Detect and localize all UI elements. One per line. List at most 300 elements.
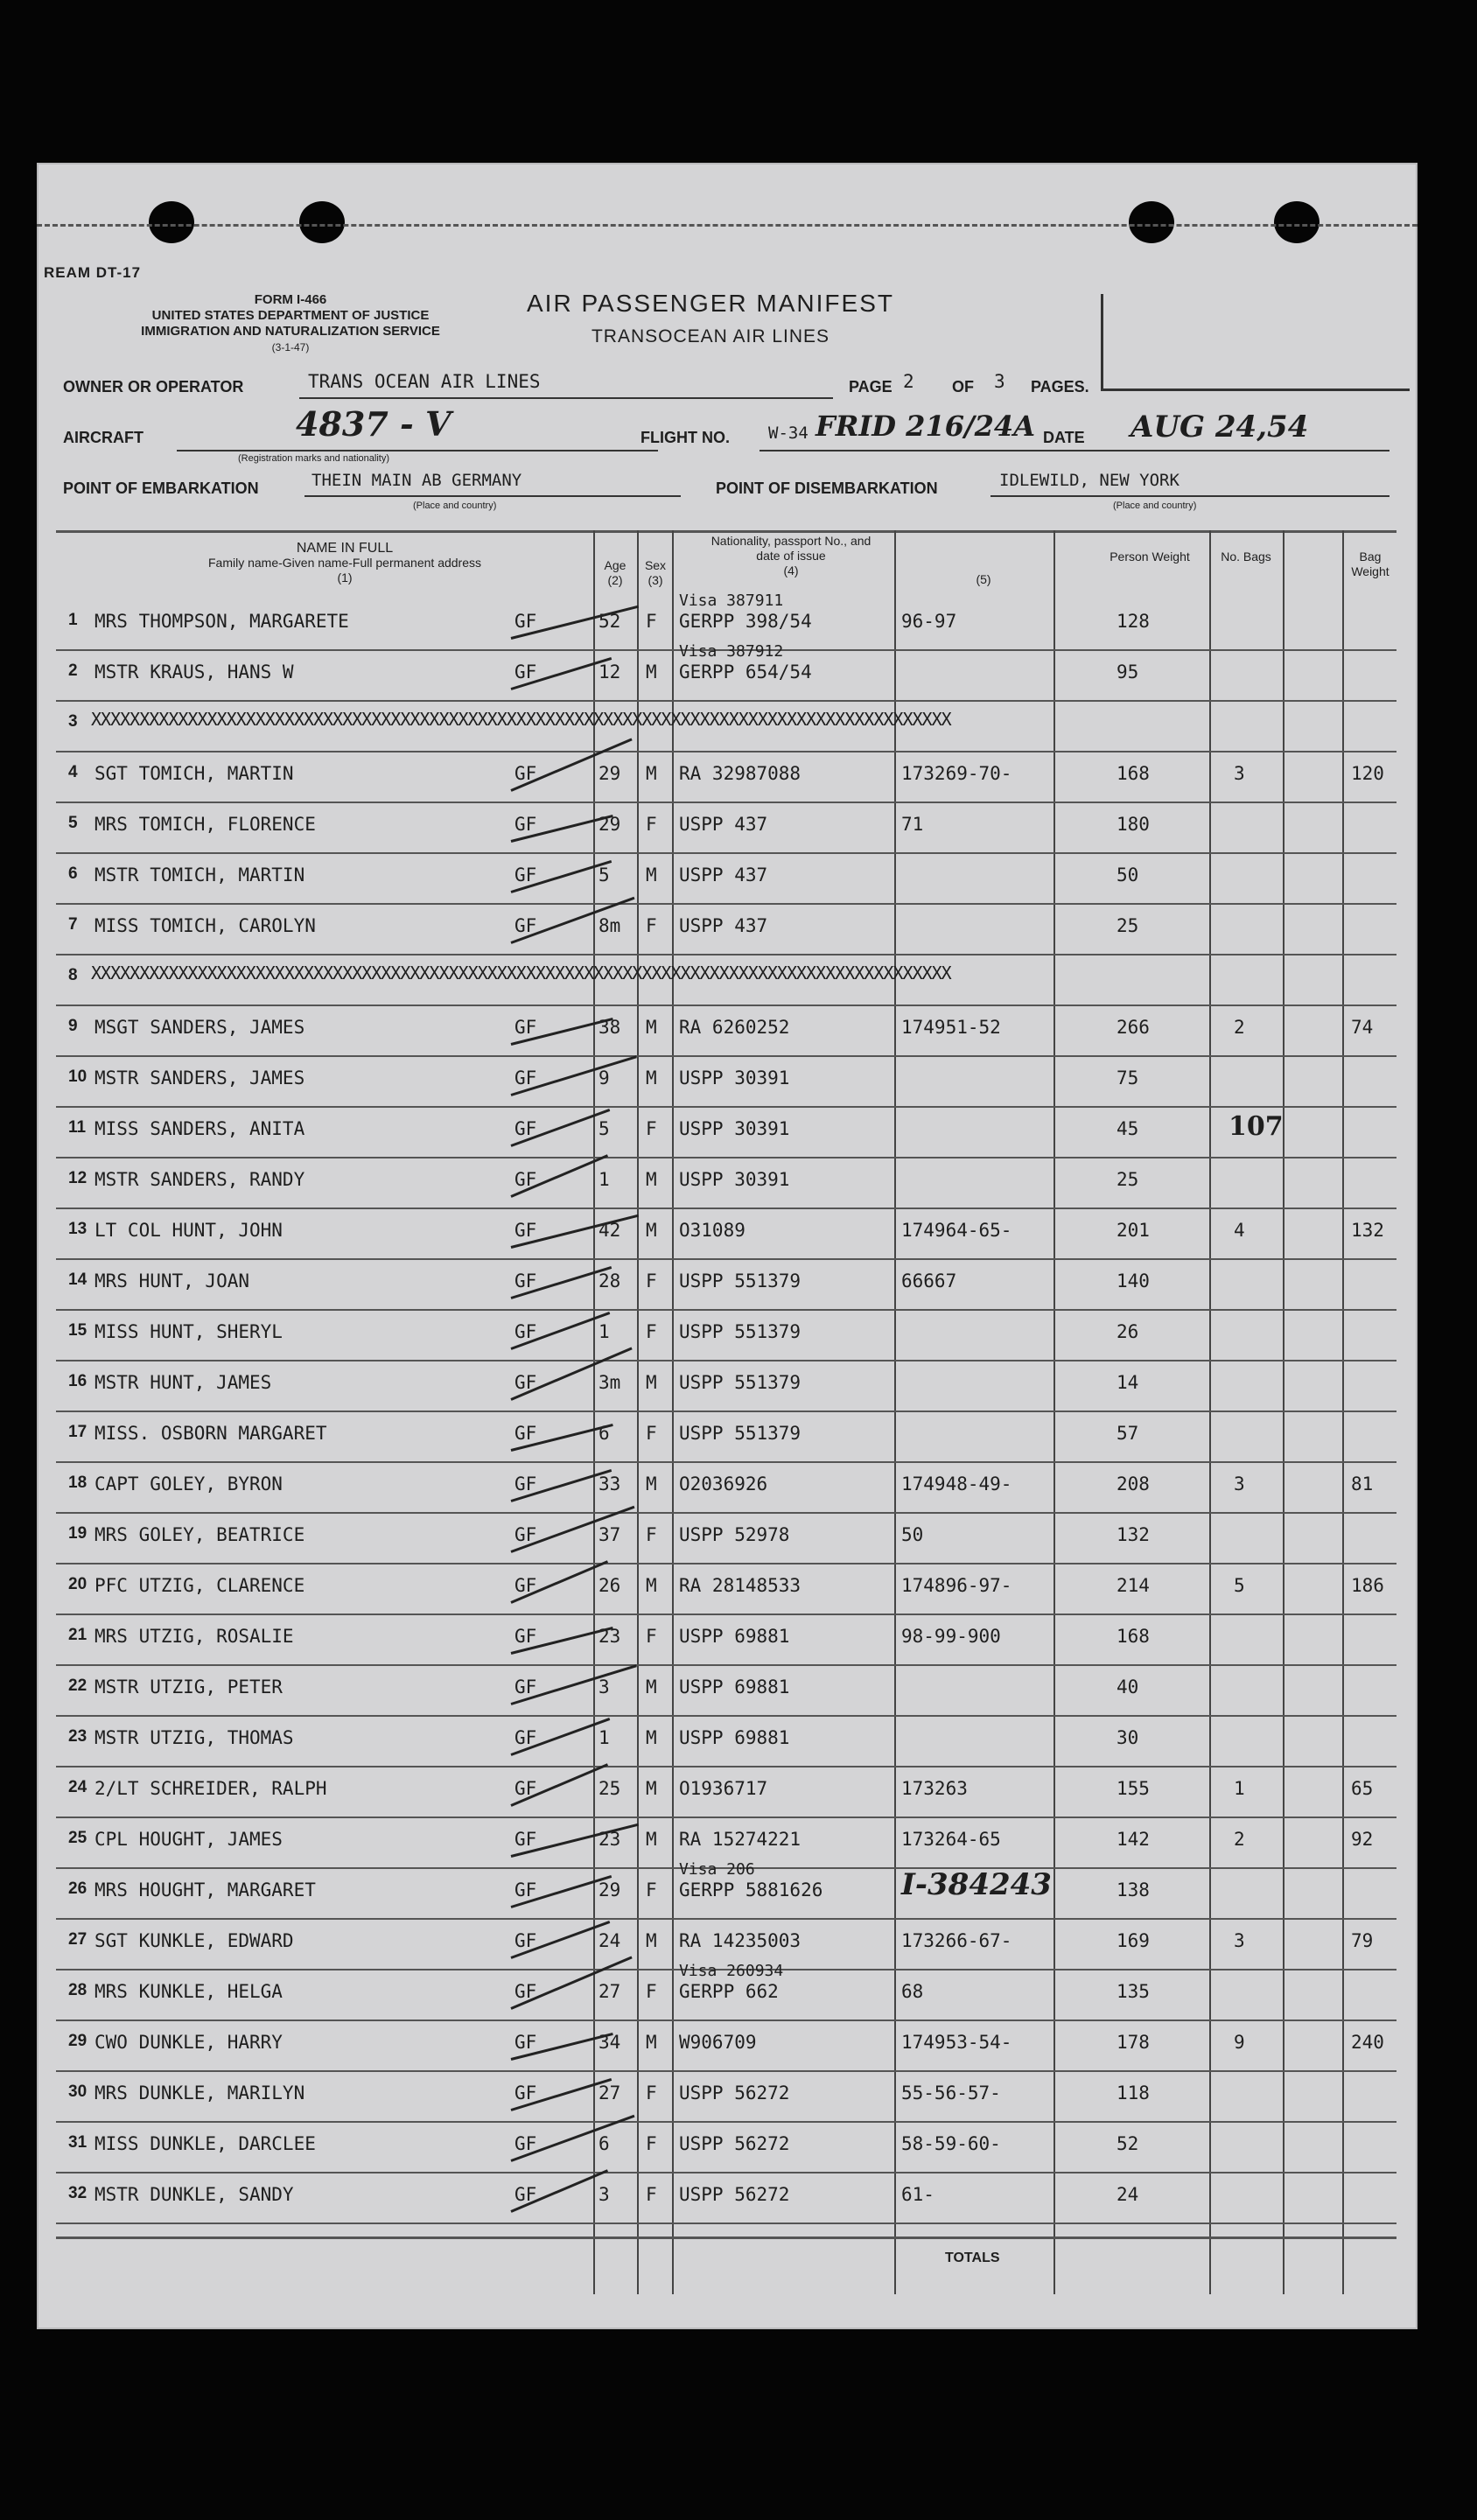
- table-row: [56, 1715, 1396, 1766]
- sex-value: F: [646, 2082, 657, 2104]
- age-value: 6: [598, 2133, 610, 2154]
- nationality-code: GF: [514, 2032, 537, 2053]
- sex-value: M: [646, 1017, 657, 1038]
- table-row: [56, 2172, 1396, 2222]
- age-value: 23: [598, 1626, 621, 1647]
- age-value: 3: [598, 1676, 610, 1698]
- passport-number: O1936717: [679, 1778, 768, 1799]
- passenger-name: MISS TOMICH, CAROLYN: [94, 915, 316, 936]
- owner-underline: [299, 397, 833, 399]
- person-weight: 214: [1116, 1575, 1150, 1596]
- sex-value: F: [646, 1880, 657, 1900]
- age-value: 1: [598, 1321, 610, 1342]
- row-number: 10: [68, 1068, 88, 1086]
- nationality-code: GF: [514, 1829, 537, 1850]
- nationality-code: GF: [514, 1778, 537, 1799]
- passport-number: USPP 52978: [679, 1524, 790, 1545]
- crossed-out-entry: XXXXXXXXXXXXXXXXXXXXXXXXXXXXXXXXXXXXXXXXXXXXXXXXXXXXXXXXXXXXXXXXXXXXXXXXXXXXXXXXXXXXXXXXX: [91, 962, 951, 984]
- person-weight: 128: [1116, 611, 1150, 632]
- row-number: 12: [68, 1169, 88, 1187]
- passenger-name: SGT KUNKLE, EDWARD: [94, 1930, 294, 1951]
- disembarkation-underline: [990, 495, 1390, 497]
- person-weight: 118: [1116, 2082, 1150, 2104]
- passenger-name: CAPT GOLEY, BYRON: [94, 1474, 283, 1494]
- sex-value: M: [646, 1220, 657, 1241]
- table-row: [56, 1157, 1396, 1208]
- row-number: 19: [68, 1524, 88, 1543]
- passport-number: USPP 437: [679, 915, 768, 936]
- person-weight: 24: [1116, 2184, 1139, 2205]
- row-number: 5: [68, 814, 78, 832]
- visa-number: Visa 387912: [679, 642, 784, 661]
- sex-value: M: [646, 1474, 657, 1494]
- ticket-number: 68: [901, 1981, 924, 2002]
- passenger-name: MRS THOMPSON, MARGARETE: [94, 611, 349, 632]
- sex-value: M: [646, 1829, 657, 1850]
- person-weight: 140: [1116, 1270, 1150, 1292]
- passport-number: RA 32987088: [679, 763, 802, 784]
- age-value: 29: [598, 1880, 621, 1900]
- age-value: 12: [598, 662, 621, 682]
- page-title: AIR PASSENGER MANIFEST: [527, 290, 894, 317]
- table-row: [56, 1410, 1396, 1461]
- ticket-number: 174951-52: [901, 1017, 1001, 1038]
- row-number: 13: [68, 1220, 88, 1238]
- ticket-number: 66667: [901, 1270, 957, 1292]
- agency-block: [54, 292, 527, 355]
- department-name: UNITED STATES DEPARTMENT OF JUSTICE: [151, 308, 430, 323]
- passport-number: GERPP 398/54: [679, 611, 812, 632]
- nationality-code: GF: [514, 1270, 537, 1292]
- nationality-code: GF: [514, 2133, 537, 2154]
- nationality-code: GF: [514, 864, 537, 886]
- bag-weight: 132: [1351, 1220, 1384, 1241]
- bag-count: 1: [1234, 1778, 1245, 1799]
- person-weight: 25: [1116, 1169, 1139, 1190]
- disembarkation-value: IDLEWILD, NEW YORK: [999, 471, 1180, 490]
- manifest-sheet: [37, 163, 1418, 2329]
- aircraft-label: AIRCRAFT: [63, 429, 144, 446]
- column-header-weight: Person Weight: [1110, 550, 1190, 564]
- flight-number: W-34: [768, 424, 808, 443]
- totals-label: TOTALS: [945, 2250, 1000, 2265]
- passenger-name: MRS KUNKLE, HELGA: [94, 1981, 283, 2002]
- disembarkation-label: POINT OF DISEMBARKATION: [716, 480, 938, 497]
- passport-number: USPP 69881: [679, 1727, 790, 1748]
- sex-value: M: [646, 1372, 657, 1393]
- disembarkation-note: (Place and country): [1113, 500, 1197, 511]
- nationality-code: GF: [514, 1626, 537, 1647]
- row-number: 14: [68, 1270, 88, 1289]
- column-header-name-label: NAME IN FULL: [296, 541, 394, 556]
- table-row: [56, 1004, 1396, 1055]
- person-weight: 142: [1116, 1829, 1150, 1850]
- age-value: 8m: [598, 915, 621, 936]
- nationality-code: GF: [514, 1372, 537, 1393]
- table-row: [56, 1309, 1396, 1360]
- row-number: 18: [68, 1474, 88, 1492]
- person-weight: 169: [1116, 1930, 1150, 1951]
- visa-number: Visa 387911: [679, 592, 784, 610]
- person-weight: 14: [1116, 1372, 1139, 1393]
- column-header-age-label: Age: [604, 558, 626, 572]
- sex-value: F: [646, 2133, 657, 2154]
- sex-value: F: [646, 1981, 657, 2002]
- column-header-sex-num: (3): [648, 573, 663, 587]
- row-number: 25: [68, 1829, 88, 1847]
- form-number: FORM I-466: [254, 292, 327, 307]
- nationality-code: GF: [514, 1423, 537, 1444]
- nationality-code: GF: [514, 1474, 537, 1494]
- passport-number: RA 15274221: [679, 1829, 802, 1850]
- passenger-name: MRS HOUGHT, MARGARET: [94, 1880, 316, 1900]
- ticket-number: 61-: [901, 2184, 934, 2205]
- owner-label: OWNER OR OPERATOR: [63, 378, 244, 396]
- row-number: 28: [68, 1981, 88, 1999]
- passport-number: USPP 551379: [679, 1372, 802, 1393]
- person-weight: 178: [1116, 2032, 1150, 2053]
- sex-value: M: [646, 1575, 657, 1596]
- passenger-name: MISS. OSBORN MARGARET: [94, 1423, 327, 1444]
- bag-count: 4: [1234, 1220, 1245, 1241]
- passenger-name: MSTR DUNKLE, SANDY: [94, 2184, 294, 2205]
- embarkation-value: THEIN MAIN AB GERMANY: [312, 471, 522, 490]
- table-row: [56, 1258, 1396, 1309]
- passenger-name: MSTR HUNT, JAMES: [94, 1372, 272, 1393]
- passenger-name: MISS DUNKLE, DARCLEE: [94, 2133, 316, 2154]
- bag-weight: 74: [1351, 1017, 1374, 1038]
- age-value: 29: [598, 814, 621, 835]
- table-row: [56, 802, 1396, 852]
- person-weight: 26: [1116, 1321, 1139, 1342]
- row-number: 4: [68, 763, 78, 781]
- bag-weight: 79: [1351, 1930, 1374, 1951]
- form-edition: (3-1-47): [271, 341, 310, 354]
- person-weight: 138: [1116, 1880, 1150, 1900]
- bag-weight: 92: [1351, 1829, 1374, 1850]
- passenger-name: MISS HUNT, SHERYL: [94, 1321, 283, 1342]
- ticket-number: 98-99-900: [901, 1626, 1001, 1647]
- passport-number: GERPP 5881626: [679, 1880, 823, 1900]
- page-label: PAGE: [849, 378, 892, 396]
- column-header-name-num: (1): [337, 570, 353, 584]
- age-value: 5: [598, 864, 610, 886]
- nationality-code: GF: [514, 1220, 537, 1241]
- form-code: REAM DT-17: [44, 264, 142, 281]
- row-number: 22: [68, 1676, 88, 1695]
- passenger-name: 2/LT SCHREIDER, RALPH: [94, 1778, 327, 1799]
- passport-number: USPP 551379: [679, 1423, 802, 1444]
- bag-count: 2: [1234, 1829, 1245, 1850]
- table-row: [56, 1208, 1396, 1258]
- row-number: 24: [68, 1778, 88, 1796]
- passport-number: O31089: [679, 1220, 746, 1241]
- sex-value: F: [646, 1118, 657, 1139]
- passport-number: USPP 30391: [679, 1068, 790, 1088]
- table-row: [56, 1106, 1396, 1157]
- sex-value: F: [646, 2184, 657, 2205]
- person-weight: 50: [1116, 864, 1139, 886]
- bag-count: 107: [1228, 1111, 1284, 1142]
- passenger-name: MRS DUNKLE, MARILYN: [94, 2082, 305, 2104]
- sex-value: M: [646, 864, 657, 886]
- nationality-code: GF: [514, 611, 537, 632]
- passport-number: USPP 437: [679, 814, 768, 835]
- ticket-number: 174948-49-: [901, 1474, 1012, 1494]
- table-row: [56, 1461, 1396, 1512]
- nationality-code: GF: [514, 915, 537, 936]
- row-number: 8: [68, 966, 78, 984]
- row-number: 17: [68, 1423, 88, 1441]
- ticket-number: 55-56-57-: [901, 2082, 1001, 2104]
- age-value: 9: [598, 1068, 610, 1088]
- age-value: 27: [598, 2082, 621, 2104]
- row-number: 2: [68, 662, 78, 680]
- passport-number: USPP 551379: [679, 1270, 802, 1292]
- age-value: 3m: [598, 1372, 621, 1393]
- bag-count: 2: [1234, 1017, 1245, 1038]
- sex-value: F: [646, 814, 657, 835]
- punch-hole: [149, 201, 194, 243]
- passport-number: USPP 56272: [679, 2082, 790, 2104]
- embarkation-note: (Place and country): [413, 500, 497, 511]
- aircraft-value: 4837 - V: [296, 404, 452, 444]
- column-header-passport: [704, 534, 878, 578]
- sex-value: F: [646, 611, 657, 632]
- passport-number: USPP 69881: [679, 1626, 790, 1647]
- row-number: 26: [68, 1880, 88, 1898]
- table-bottom-rule: [56, 2236, 1396, 2239]
- passenger-name: CWO DUNKLE, HARRY: [94, 2032, 283, 2053]
- ticket-number: 173266-67-: [901, 1930, 1012, 1951]
- passport-number: USPP 69881: [679, 1676, 790, 1698]
- table-row: [56, 751, 1396, 802]
- passport-number: RA 28148533: [679, 1575, 802, 1596]
- date-value: AUG 24,54: [1130, 410, 1309, 444]
- ticket-number: 50: [901, 1524, 924, 1545]
- passenger-name: MSTR SANDERS, JAMES: [94, 1068, 305, 1088]
- passenger-name: MSTR UTZIG, PETER: [94, 1676, 283, 1698]
- bag-weight: 120: [1351, 763, 1384, 784]
- passenger-name: PFC UTZIG, CLARENCE: [94, 1575, 305, 1596]
- aircraft-note: (Registration marks and nationality): [238, 453, 390, 464]
- ticket-number: 173269-70-: [901, 763, 1012, 784]
- passport-number: USPP 551379: [679, 1321, 802, 1342]
- table-row: [56, 700, 1396, 751]
- table-row: [56, 954, 1396, 1004]
- pages-label: PAGES.: [1031, 378, 1089, 396]
- bag-count: 3: [1234, 763, 1245, 784]
- row-number: 16: [68, 1372, 88, 1390]
- table-row: [56, 1766, 1396, 1816]
- person-weight: 75: [1116, 1068, 1139, 1088]
- bag-count: 3: [1234, 1930, 1245, 1951]
- row-rule: [56, 2222, 1396, 2224]
- sex-value: F: [646, 1626, 657, 1647]
- flight-label: FLIGHT NO.: [640, 429, 730, 446]
- passenger-name: CPL HOUGHT, JAMES: [94, 1829, 283, 1850]
- person-weight: 266: [1116, 1017, 1150, 1038]
- passport-number: USPP 30391: [679, 1118, 790, 1139]
- flight-underline: [760, 450, 1390, 452]
- aircraft-underline: [177, 450, 658, 452]
- table-row: [56, 2020, 1396, 2070]
- passport-number: GERPP 662: [679, 1981, 779, 2002]
- age-value: 3: [598, 2184, 610, 2205]
- sex-value: M: [646, 1778, 657, 1799]
- age-value: 42: [598, 1220, 621, 1241]
- nationality-code: GF: [514, 1981, 537, 2002]
- nationality-code: GF: [514, 1524, 537, 1545]
- age-value: 28: [598, 1270, 621, 1292]
- table-row: [56, 903, 1396, 954]
- row-number: 1: [68, 611, 78, 629]
- person-weight: 45: [1116, 1118, 1139, 1139]
- passenger-name: MRS HUNT, JOAN: [94, 1270, 250, 1292]
- person-weight: 208: [1116, 1474, 1150, 1494]
- row-number: 20: [68, 1575, 88, 1593]
- person-weight: 201: [1116, 1220, 1150, 1241]
- row-number: 15: [68, 1321, 88, 1340]
- column-header-passport-num: (4): [783, 564, 799, 578]
- age-value: 38: [598, 1017, 621, 1038]
- table-top-rule: [56, 530, 1396, 533]
- title-block: [527, 290, 894, 347]
- row-number: 27: [68, 1930, 88, 1949]
- person-weight: 95: [1116, 662, 1139, 682]
- table-row: [56, 1360, 1396, 1410]
- passenger-name: MRS GOLEY, BEATRICE: [94, 1524, 305, 1545]
- punch-hole: [1274, 201, 1320, 243]
- column-header-name: [108, 541, 581, 585]
- table-row: [56, 852, 1396, 903]
- ticket-number: 71: [901, 814, 924, 835]
- column-header-bag-weight: Bag Weight: [1351, 550, 1390, 578]
- person-weight: 52: [1116, 2133, 1139, 2154]
- date-label: DATE: [1043, 429, 1085, 446]
- passenger-name: MSGT SANDERS, JAMES: [94, 1017, 305, 1038]
- ticket-number: 174896-97-: [901, 1575, 1012, 1596]
- table-row: [56, 1664, 1396, 1715]
- visa-number: Visa 260934: [679, 1962, 784, 1980]
- nationality-code: GF: [514, 1068, 537, 1088]
- column-header-age-num: (2): [607, 573, 623, 587]
- column-header-bags: No. Bags: [1221, 550, 1271, 564]
- flight-handwritten: FRID 216/24A: [816, 410, 1036, 443]
- punch-hole: [299, 201, 345, 243]
- embarkation-label: POINT OF EMBARKATION: [63, 480, 259, 497]
- age-value: 26: [598, 1575, 621, 1596]
- column-header-name-sub: Family name-Given name-Full permanent address: [207, 556, 481, 570]
- column-header-5: (5): [976, 572, 991, 586]
- passport-number: GERPP 654/54: [679, 662, 812, 682]
- nationality-code: GF: [514, 1169, 537, 1190]
- sex-value: M: [646, 2032, 657, 2053]
- row-number: 21: [68, 1626, 88, 1644]
- passport-number: USPP 56272: [679, 2133, 790, 2154]
- age-value: 34: [598, 2032, 621, 2053]
- nationality-code: GF: [514, 1930, 537, 1951]
- passenger-name: MSTR SANDERS, RANDY: [94, 1169, 305, 1190]
- stamp-box: [1101, 294, 1410, 391]
- column-header-sex-label: Sex: [644, 558, 667, 572]
- table-row: [56, 1055, 1396, 1106]
- nationality-code: GF: [514, 1727, 537, 1748]
- table-row: [56, 1563, 1396, 1614]
- passenger-name: MISS SANDERS, ANITA: [94, 1118, 305, 1139]
- passenger-name: MRS TOMICH, FLORENCE: [94, 814, 316, 835]
- passport-number: RA 14235003: [679, 1930, 802, 1951]
- sex-value: M: [646, 763, 657, 784]
- age-value: 29: [598, 763, 621, 784]
- passport-number: USPP 56272: [679, 2184, 790, 2205]
- sex-value: M: [646, 1169, 657, 1190]
- page-total: 3: [994, 371, 1005, 392]
- passport-number: USPP 30391: [679, 1169, 790, 1190]
- age-value: 27: [598, 1981, 621, 2002]
- person-weight: 180: [1116, 814, 1150, 835]
- airline-name: TRANSOCEAN AIR LINES: [591, 326, 830, 346]
- visa-number: Visa 206: [679, 1860, 755, 1879]
- page-number: 2: [903, 371, 914, 392]
- sex-value: F: [646, 915, 657, 936]
- table-row: [56, 1962, 1396, 2020]
- sex-value: M: [646, 1676, 657, 1698]
- bag-count: 9: [1234, 2032, 1245, 2053]
- sex-value: F: [646, 1423, 657, 1444]
- table-row: [56, 642, 1396, 700]
- person-weight: 40: [1116, 1676, 1139, 1698]
- nationality-code: GF: [514, 1321, 537, 1342]
- punch-hole: [1129, 201, 1174, 243]
- table-row: [56, 1614, 1396, 1664]
- passport-number: W906709: [679, 2032, 757, 2053]
- nationality-code: GF: [514, 763, 537, 784]
- row-number: 9: [68, 1017, 78, 1035]
- ticket-number: 174953-54-: [901, 2032, 1012, 2053]
- ticket-number: 174964-65-: [901, 1220, 1012, 1241]
- age-value: 1: [598, 1169, 610, 1190]
- table-row: [56, 1512, 1396, 1563]
- table-row: [56, 2070, 1396, 2121]
- age-value: 6: [598, 1423, 610, 1444]
- row-number: 32: [68, 2184, 88, 2202]
- bag-count: 5: [1234, 1575, 1245, 1596]
- person-weight: 135: [1116, 1981, 1150, 2002]
- age-value: 1: [598, 1727, 610, 1748]
- nationality-code: GF: [514, 814, 537, 835]
- nationality-code: GF: [514, 2082, 537, 2104]
- row-number: 29: [68, 2032, 88, 2050]
- sex-value: M: [646, 1068, 657, 1088]
- bag-weight: 240: [1351, 2032, 1384, 2053]
- bag-weight: 81: [1351, 1474, 1374, 1494]
- ticket-number: 173264-65: [901, 1829, 1001, 1850]
- sex-value: F: [646, 1524, 657, 1545]
- row-number: 11: [68, 1118, 87, 1137]
- passenger-table: [56, 530, 1396, 2294]
- person-weight: 168: [1116, 763, 1150, 784]
- ticket-number: 58-59-60-: [901, 2133, 1001, 2154]
- service-name: IMMIGRATION AND NATURALIZATION SERVICE: [141, 324, 440, 339]
- column-header-age: [595, 558, 635, 588]
- column-header-sex: [639, 558, 672, 588]
- row-number: 30: [68, 2082, 88, 2101]
- perforation-line: [37, 224, 1418, 227]
- passenger-name: MSTR KRAUS, HANS W: [94, 662, 294, 682]
- table-row: [56, 1860, 1396, 1918]
- ticket-number: 96-97: [901, 611, 957, 632]
